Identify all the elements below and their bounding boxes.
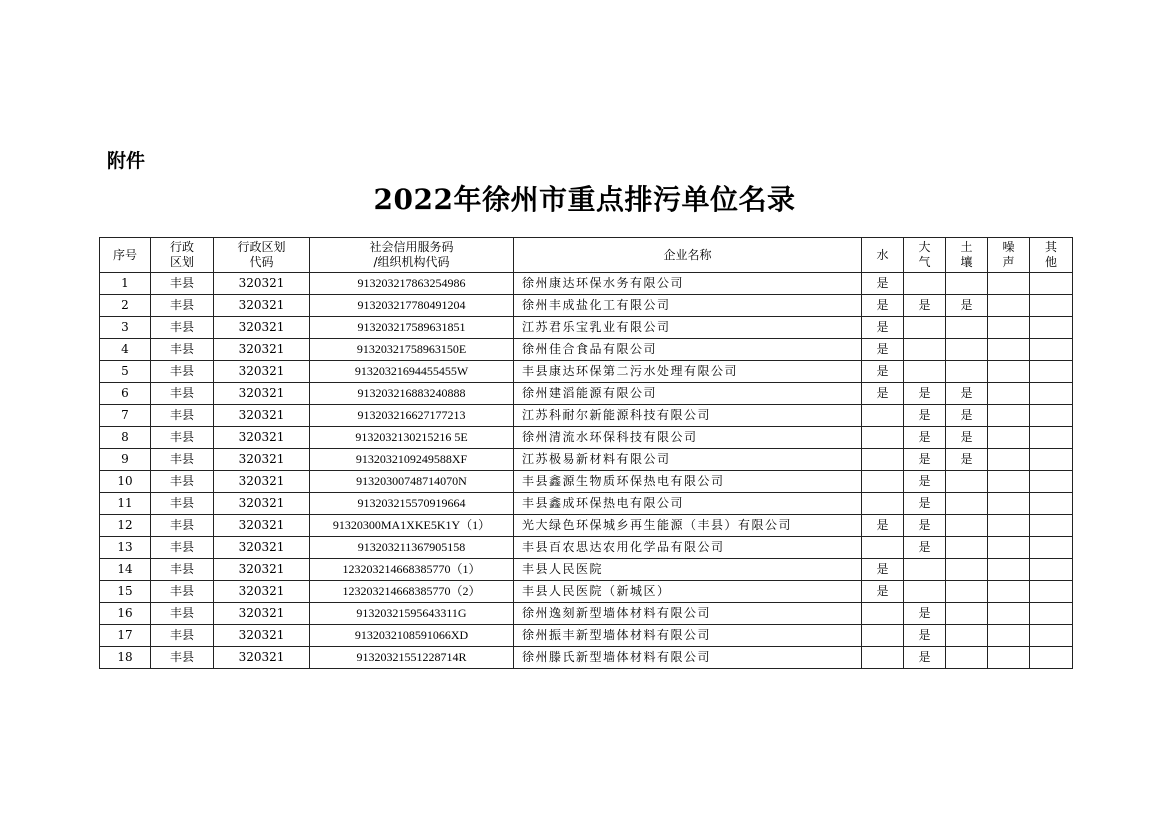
cell-company: 江苏极易新材料有限公司 bbox=[514, 449, 862, 471]
cell-air bbox=[904, 273, 946, 295]
cell-other bbox=[1030, 471, 1073, 493]
cell-soil bbox=[946, 317, 988, 339]
header-other-line1: 其 bbox=[1044, 240, 1057, 254]
cell-region: 丰县 bbox=[151, 581, 214, 603]
cell-seq: 4 bbox=[100, 339, 151, 361]
cell-company: 徐州建滔能源有限公司 bbox=[514, 383, 862, 405]
cell-region-code: 320321 bbox=[214, 493, 310, 515]
cell-water: 是 bbox=[862, 559, 904, 581]
header-credit-line2: /组织机构代码 bbox=[373, 255, 450, 269]
cell-credit-code: 91320321694455455W bbox=[310, 361, 514, 383]
cell-soil bbox=[946, 537, 988, 559]
cell-region: 丰县 bbox=[151, 559, 214, 581]
cell-noise bbox=[988, 471, 1030, 493]
cell-noise bbox=[988, 493, 1030, 515]
cell-region: 丰县 bbox=[151, 295, 214, 317]
cell-seq: 16 bbox=[100, 603, 151, 625]
cell-credit-code: 91320300MA1XKE5K1Y（1） bbox=[310, 515, 514, 537]
cell-soil: 是 bbox=[946, 449, 988, 471]
cell-credit-code: 9132032109249588XF bbox=[310, 449, 514, 471]
cell-other bbox=[1030, 449, 1073, 471]
table-row bbox=[100, 383, 1073, 405]
cell-soil bbox=[946, 559, 988, 581]
header-water bbox=[862, 238, 904, 273]
cell-air: 是 bbox=[904, 493, 946, 515]
cell-soil bbox=[946, 471, 988, 493]
cell-water: 是 bbox=[862, 273, 904, 295]
header-noise bbox=[988, 238, 1030, 273]
cell-other bbox=[1030, 317, 1073, 339]
cell-region-code: 320321 bbox=[214, 449, 310, 471]
cell-seq: 5 bbox=[100, 361, 151, 383]
table-row bbox=[100, 361, 1073, 383]
table-row bbox=[100, 625, 1073, 647]
cell-other bbox=[1030, 339, 1073, 361]
cell-air: 是 bbox=[904, 625, 946, 647]
cell-seq: 1 bbox=[100, 273, 151, 295]
cell-other bbox=[1030, 515, 1073, 537]
cell-credit-code: 913203211367905158 bbox=[310, 537, 514, 559]
header-region-line2: 区划 bbox=[169, 255, 194, 269]
cell-other bbox=[1030, 559, 1073, 581]
cell-seq: 13 bbox=[100, 537, 151, 559]
table-header-row bbox=[100, 238, 1073, 273]
cell-company: 徐州佳合食品有限公司 bbox=[514, 339, 862, 361]
cell-water bbox=[862, 427, 904, 449]
cell-noise bbox=[988, 317, 1030, 339]
cell-soil bbox=[946, 273, 988, 295]
cell-noise bbox=[988, 559, 1030, 581]
cell-soil: 是 bbox=[946, 295, 988, 317]
table-row bbox=[100, 493, 1073, 515]
cell-credit-code: 9132032108591066XD bbox=[310, 625, 514, 647]
cell-credit-code: 913203216883240888 bbox=[310, 383, 514, 405]
table-row bbox=[100, 537, 1073, 559]
cell-noise bbox=[988, 537, 1030, 559]
table-row bbox=[100, 647, 1073, 669]
header-noise-line1: 噪 bbox=[1002, 240, 1015, 254]
cell-region: 丰县 bbox=[151, 625, 214, 647]
cell-region: 丰县 bbox=[151, 427, 214, 449]
cell-region-code: 320321 bbox=[214, 295, 310, 317]
header-region-code-line1: 行政区划 bbox=[237, 240, 286, 254]
cell-seq: 10 bbox=[100, 471, 151, 493]
cell-company: 徐州滕氏新型墙体材料有限公司 bbox=[514, 647, 862, 669]
cell-soil bbox=[946, 339, 988, 361]
header-seq bbox=[100, 238, 151, 273]
cell-credit-code: 913203217780491204 bbox=[310, 295, 514, 317]
cell-region: 丰县 bbox=[151, 537, 214, 559]
cell-region-code: 320321 bbox=[214, 317, 310, 339]
cell-air: 是 bbox=[904, 405, 946, 427]
cell-region: 丰县 bbox=[151, 383, 214, 405]
cell-region-code: 320321 bbox=[214, 515, 310, 537]
cell-water: 是 bbox=[862, 383, 904, 405]
cell-water bbox=[862, 493, 904, 515]
cell-region: 丰县 bbox=[151, 493, 214, 515]
cell-noise bbox=[988, 449, 1030, 471]
cell-region-code: 320321 bbox=[214, 383, 310, 405]
cell-other bbox=[1030, 405, 1073, 427]
cell-company: 江苏君乐宝乳业有限公司 bbox=[514, 317, 862, 339]
header-noise-line2: 声 bbox=[1002, 255, 1015, 269]
cell-credit-code: 913203216627177213 bbox=[310, 405, 514, 427]
cell-region-code: 320321 bbox=[214, 471, 310, 493]
cell-other bbox=[1030, 493, 1073, 515]
cell-air: 是 bbox=[904, 647, 946, 669]
cell-soil bbox=[946, 515, 988, 537]
table-row bbox=[100, 317, 1073, 339]
header-water-label: 水 bbox=[876, 247, 889, 262]
table-row bbox=[100, 339, 1073, 361]
cell-credit-code: 91320321595643311G bbox=[310, 603, 514, 625]
header-region-code bbox=[214, 238, 310, 273]
cell-region-code: 320321 bbox=[214, 405, 310, 427]
cell-company: 丰县人民医院（新城区） bbox=[514, 581, 862, 603]
cell-other bbox=[1030, 581, 1073, 603]
cell-other bbox=[1030, 625, 1073, 647]
cell-credit-code: 9132032130215216 5E bbox=[310, 427, 514, 449]
cell-water bbox=[862, 603, 904, 625]
cell-region-code: 320321 bbox=[214, 273, 310, 295]
table-row bbox=[100, 449, 1073, 471]
cell-company: 徐州清流水环保科技有限公司 bbox=[514, 427, 862, 449]
table-row bbox=[100, 603, 1073, 625]
cell-company: 徐州康达环保水务有限公司 bbox=[514, 273, 862, 295]
cell-region-code: 320321 bbox=[214, 625, 310, 647]
cell-noise bbox=[988, 581, 1030, 603]
cell-soil bbox=[946, 493, 988, 515]
cell-noise bbox=[988, 625, 1030, 647]
cell-credit-code: 913203217589631851 bbox=[310, 317, 514, 339]
cell-region: 丰县 bbox=[151, 317, 214, 339]
cell-other bbox=[1030, 273, 1073, 295]
cell-air bbox=[904, 559, 946, 581]
cell-air: 是 bbox=[904, 537, 946, 559]
cell-water: 是 bbox=[862, 361, 904, 383]
polluter-table bbox=[99, 237, 1073, 669]
cell-soil bbox=[946, 603, 988, 625]
cell-seq: 8 bbox=[100, 427, 151, 449]
cell-credit-code: 91320321758963150E bbox=[310, 339, 514, 361]
cell-other bbox=[1030, 295, 1073, 317]
cell-noise bbox=[988, 295, 1030, 317]
cell-water: 是 bbox=[862, 295, 904, 317]
cell-noise bbox=[988, 273, 1030, 295]
header-region-code-line2: 代码 bbox=[249, 255, 274, 269]
header-seq-label: 序号 bbox=[112, 247, 137, 262]
header-region bbox=[151, 238, 214, 273]
cell-air: 是 bbox=[904, 427, 946, 449]
cell-region-code: 320321 bbox=[214, 427, 310, 449]
cell-seq: 18 bbox=[100, 647, 151, 669]
cell-soil bbox=[946, 647, 988, 669]
cell-air bbox=[904, 361, 946, 383]
cell-seq: 15 bbox=[100, 581, 151, 603]
cell-other bbox=[1030, 647, 1073, 669]
cell-company: 丰县鑫源生物质环保热电有限公司 bbox=[514, 471, 862, 493]
cell-air: 是 bbox=[904, 295, 946, 317]
cell-company: 丰县康达环保第二污水处理有限公司 bbox=[514, 361, 862, 383]
cell-soil: 是 bbox=[946, 427, 988, 449]
cell-soil bbox=[946, 625, 988, 647]
cell-company: 江苏科耐尔新能源科技有限公司 bbox=[514, 405, 862, 427]
header-company bbox=[514, 238, 862, 273]
cell-region: 丰县 bbox=[151, 361, 214, 383]
cell-noise bbox=[988, 361, 1030, 383]
cell-water: 是 bbox=[862, 339, 904, 361]
cell-water bbox=[862, 471, 904, 493]
cell-water bbox=[862, 625, 904, 647]
cell-noise bbox=[988, 383, 1030, 405]
header-air-line1: 大 bbox=[918, 240, 931, 254]
cell-other bbox=[1030, 603, 1073, 625]
cell-region: 丰县 bbox=[151, 405, 214, 427]
cell-noise bbox=[988, 603, 1030, 625]
cell-noise bbox=[988, 405, 1030, 427]
cell-company: 丰县鑫成环保热电有限公司 bbox=[514, 493, 862, 515]
cell-region: 丰县 bbox=[151, 515, 214, 537]
cell-region-code: 320321 bbox=[214, 647, 310, 669]
header-company-label: 企业名称 bbox=[663, 247, 712, 262]
header-soil-line1: 土 bbox=[960, 240, 973, 254]
cell-region: 丰县 bbox=[151, 471, 214, 493]
table-row bbox=[100, 515, 1073, 537]
cell-credit-code: 91320300748714070N bbox=[310, 471, 514, 493]
header-credit-line1: 社会信用服务码 bbox=[369, 240, 454, 254]
header-region-line1: 行政 bbox=[169, 240, 194, 254]
cell-air: 是 bbox=[904, 515, 946, 537]
header-soil bbox=[946, 238, 988, 273]
cell-seq: 17 bbox=[100, 625, 151, 647]
cell-company: 丰县人民医院 bbox=[514, 559, 862, 581]
cell-region-code: 320321 bbox=[214, 537, 310, 559]
cell-water: 是 bbox=[862, 317, 904, 339]
cell-region-code: 320321 bbox=[214, 339, 310, 361]
cell-seq: 3 bbox=[100, 317, 151, 339]
cell-air bbox=[904, 581, 946, 603]
cell-region: 丰县 bbox=[151, 273, 214, 295]
attachment-label: 附件 bbox=[107, 150, 146, 172]
cell-seq: 9 bbox=[100, 449, 151, 471]
cell-air: 是 bbox=[904, 449, 946, 471]
table-row bbox=[100, 405, 1073, 427]
table-row bbox=[100, 427, 1073, 449]
cell-seq: 11 bbox=[100, 493, 151, 515]
cell-seq: 14 bbox=[100, 559, 151, 581]
cell-region: 丰县 bbox=[151, 647, 214, 669]
cell-noise bbox=[988, 339, 1030, 361]
cell-air bbox=[904, 339, 946, 361]
cell-air: 是 bbox=[904, 471, 946, 493]
cell-credit-code: 913203215570919664 bbox=[310, 493, 514, 515]
cell-other bbox=[1030, 383, 1073, 405]
table-row bbox=[100, 559, 1073, 581]
cell-noise bbox=[988, 647, 1030, 669]
cell-credit-code: 913203217863254986 bbox=[310, 273, 514, 295]
cell-water: 是 bbox=[862, 515, 904, 537]
cell-soil bbox=[946, 581, 988, 603]
header-credit-code bbox=[310, 238, 514, 273]
header-air bbox=[904, 238, 946, 273]
cell-water: 是 bbox=[862, 581, 904, 603]
cell-credit-code: 91320321551228714R bbox=[310, 647, 514, 669]
cell-company: 徐州振丰新型墙体材料有限公司 bbox=[514, 625, 862, 647]
cell-other bbox=[1030, 361, 1073, 383]
cell-seq: 7 bbox=[100, 405, 151, 427]
header-air-line2: 气 bbox=[918, 255, 931, 269]
cell-noise bbox=[988, 427, 1030, 449]
cell-region-code: 320321 bbox=[214, 603, 310, 625]
cell-water bbox=[862, 537, 904, 559]
table-row bbox=[100, 295, 1073, 317]
cell-other bbox=[1030, 537, 1073, 559]
cell-air bbox=[904, 317, 946, 339]
cell-other bbox=[1030, 427, 1073, 449]
cell-region: 丰县 bbox=[151, 449, 214, 471]
cell-credit-code: 123203214668385770（2） bbox=[310, 581, 514, 603]
header-soil-line2: 壤 bbox=[960, 255, 973, 269]
cell-water bbox=[862, 449, 904, 471]
cell-company: 徐州逸刻新型墙体材料有限公司 bbox=[514, 603, 862, 625]
cell-company: 丰县百农思达农用化学品有限公司 bbox=[514, 537, 862, 559]
cell-region-code: 320321 bbox=[214, 559, 310, 581]
cell-region: 丰县 bbox=[151, 603, 214, 625]
cell-region-code: 320321 bbox=[214, 361, 310, 383]
cell-seq: 12 bbox=[100, 515, 151, 537]
document-title: 2022年徐州市重点排污单位名录 bbox=[373, 183, 796, 216]
cell-soil: 是 bbox=[946, 383, 988, 405]
cell-water bbox=[862, 405, 904, 427]
table-row bbox=[100, 273, 1073, 295]
cell-credit-code: 123203214668385770（1） bbox=[310, 559, 514, 581]
table-row bbox=[100, 581, 1073, 603]
cell-water bbox=[862, 647, 904, 669]
cell-region: 丰县 bbox=[151, 339, 214, 361]
cell-air: 是 bbox=[904, 383, 946, 405]
cell-noise bbox=[988, 515, 1030, 537]
cell-soil: 是 bbox=[946, 405, 988, 427]
cell-soil bbox=[946, 361, 988, 383]
cell-seq: 6 bbox=[100, 383, 151, 405]
cell-air: 是 bbox=[904, 603, 946, 625]
cell-region-code: 320321 bbox=[214, 581, 310, 603]
cell-seq: 2 bbox=[100, 295, 151, 317]
header-other bbox=[1030, 238, 1073, 273]
cell-company: 徐州丰成盐化工有限公司 bbox=[514, 295, 862, 317]
table-row bbox=[100, 471, 1073, 493]
cell-company: 光大绿色环保城乡再生能源（丰县）有限公司 bbox=[514, 515, 862, 537]
header-other-line2: 他 bbox=[1044, 255, 1057, 269]
